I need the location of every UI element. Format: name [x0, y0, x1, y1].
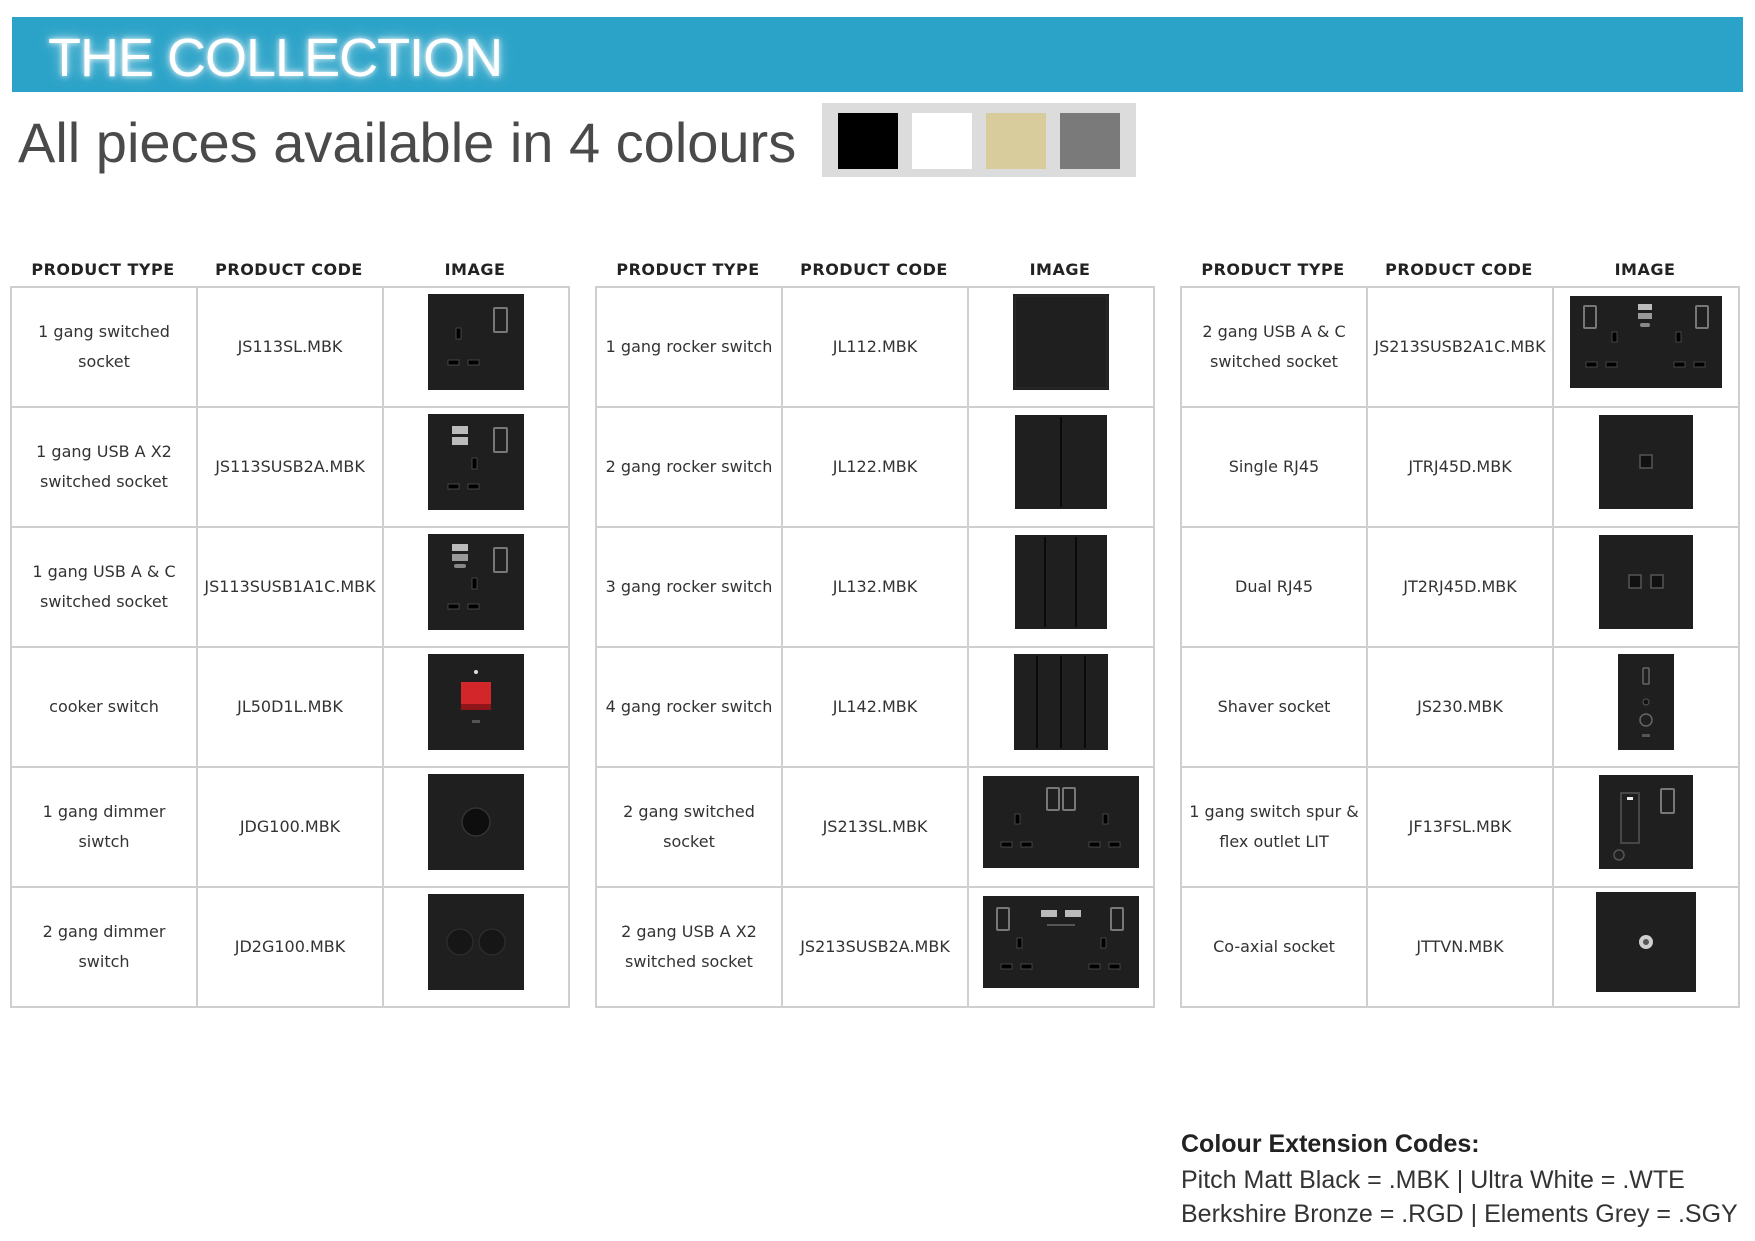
header-image: IMAGE	[444, 259, 506, 279]
table-row	[1181, 887, 1739, 1007]
product-code: JL142.MBK	[782, 647, 968, 767]
swatch-grey	[1060, 113, 1120, 169]
table-row	[596, 887, 1154, 1007]
product-image	[1553, 287, 1739, 407]
product-image	[383, 887, 569, 1007]
header-product-type: PRODUCT TYPE	[616, 259, 760, 279]
table-header	[10, 252, 570, 286]
rj45-single-icon	[1599, 415, 1693, 509]
table-row	[11, 647, 569, 767]
double-usb-socket-icon	[983, 896, 1139, 988]
product-type: 1 gang switched socket	[11, 287, 197, 407]
product-code: JF13FSL.MBK	[1367, 767, 1553, 887]
product-type: 3 gang rocker switch	[596, 527, 782, 647]
product-image	[968, 287, 1154, 407]
table-row	[1181, 527, 1739, 647]
product-image	[1553, 407, 1739, 527]
page-subtitle: All pieces available in 4 colours	[18, 111, 797, 174]
product-image	[968, 887, 1154, 1007]
table-row	[11, 407, 569, 527]
table-row	[11, 527, 569, 647]
rocker-1-icon	[1013, 294, 1109, 390]
swatch-white	[912, 113, 972, 169]
table-row	[596, 647, 1154, 767]
product-code: JS213SUSB2A1C.MBK	[1367, 287, 1553, 407]
product-image	[1553, 527, 1739, 647]
product-image	[968, 407, 1154, 527]
product-type: 2 gang dimmer switch	[11, 887, 197, 1007]
table-row	[1181, 767, 1739, 887]
product-code: JTTVN.MBK	[1367, 887, 1553, 1007]
product-code: JL122.MBK	[782, 407, 968, 527]
table-header	[1180, 252, 1740, 286]
table-row	[596, 767, 1154, 887]
header-product-type: PRODUCT TYPE	[31, 259, 175, 279]
product-type: Co-axial socket	[1181, 887, 1367, 1007]
rocker-3-icon	[1015, 535, 1107, 629]
header-product-code: PRODUCT CODE	[1385, 259, 1533, 279]
product-image	[383, 287, 569, 407]
header-image: IMAGE	[1029, 259, 1091, 279]
usb-socket-icon	[428, 414, 524, 510]
shaver-socket-icon	[1618, 654, 1674, 750]
product-table-3	[1180, 252, 1740, 1008]
product-image	[383, 527, 569, 647]
table-row	[11, 767, 569, 887]
table-header	[595, 252, 1155, 286]
product-image	[968, 767, 1154, 887]
rj45-dual-icon	[1599, 535, 1693, 629]
table-row	[596, 527, 1154, 647]
product-image	[968, 647, 1154, 767]
banner-title: THE COLLECTION	[48, 28, 503, 88]
product-type: Single RJ45	[1181, 407, 1367, 527]
rocker-4-icon	[1014, 654, 1108, 750]
product-type: 4 gang rocker switch	[596, 647, 782, 767]
dimmer-icon	[428, 774, 524, 870]
product-type: 2 gang rocker switch	[596, 407, 782, 527]
product-code: JL132.MBK	[782, 527, 968, 647]
product-code: JL112.MBK	[782, 287, 968, 407]
product-code: JS113SUSB1A1C.MBK	[197, 527, 383, 647]
product-code: JS113SL.MBK	[197, 287, 383, 407]
product-code: JS113SUSB2A.MBK	[197, 407, 383, 527]
cooker-switch-icon	[428, 654, 524, 750]
header-image: IMAGE	[1614, 259, 1676, 279]
product-image	[968, 527, 1154, 647]
product-image	[383, 647, 569, 767]
product-code: JD2G100.MBK	[197, 887, 383, 1007]
coaxial-socket-icon	[1596, 892, 1696, 992]
product-type: 1 gang USB A & C switched socket	[11, 527, 197, 647]
product-image	[383, 767, 569, 887]
header-product-code: PRODUCT CODE	[800, 259, 948, 279]
header-banner	[12, 17, 1743, 92]
footer-title: Colour Extension Codes:	[1181, 1130, 1480, 1158]
product-type: 2 gang USB A X2 switched socket	[596, 887, 782, 1007]
double-socket-icon	[983, 776, 1139, 868]
product-image	[383, 407, 569, 527]
footer-line-2: Berkshire Bronze = .RGD | Elements Grey = .SGY	[1181, 1200, 1738, 1228]
table-row	[1181, 287, 1739, 407]
product-code: JS230.MBK	[1367, 647, 1553, 767]
double-usb-ac-socket-icon	[1570, 296, 1722, 388]
product-type: 2 gang USB A & C switched socket	[1181, 287, 1367, 407]
colour-extension-codes	[1181, 1130, 1738, 1231]
fused-spur-icon	[1599, 775, 1693, 869]
table-row	[1181, 407, 1739, 527]
double-dimmer-icon	[428, 894, 524, 990]
product-code: JDG100.MBK	[197, 767, 383, 887]
header-product-code: PRODUCT CODE	[215, 259, 363, 279]
product-code: JTRJ45D.MBK	[1367, 407, 1553, 527]
product-code: JL50D1L.MBK	[197, 647, 383, 767]
usb-ac-socket-icon	[428, 534, 524, 630]
product-type: Dual RJ45	[1181, 527, 1367, 647]
swatch-black	[838, 113, 898, 169]
product-code: JS213SL.MBK	[782, 767, 968, 887]
product-type: 1 gang dimmer siwtch	[11, 767, 197, 887]
footer-line-1: Pitch Matt Black = .MBK | Ultra White = .WTE	[1181, 1166, 1685, 1194]
product-type: Shaver socket	[1181, 647, 1367, 767]
header-product-type: PRODUCT TYPE	[1201, 259, 1345, 279]
colour-swatches	[822, 103, 1136, 177]
product-table-2	[595, 252, 1155, 1008]
product-code: JT2RJ45D.MBK	[1367, 527, 1553, 647]
table-row	[596, 407, 1154, 527]
swatch-bronze	[986, 113, 1046, 169]
product-type: 1 gang USB A X2 switched socket	[11, 407, 197, 527]
rocker-2-icon	[1015, 415, 1107, 509]
table-row	[11, 887, 569, 1007]
product-type: 2 gang switched socket	[596, 767, 782, 887]
product-image	[1553, 767, 1739, 887]
product-image	[1553, 647, 1739, 767]
single-socket-icon	[428, 294, 524, 390]
product-image	[1553, 887, 1739, 1007]
table-row	[596, 287, 1154, 407]
product-type: cooker switch	[11, 647, 197, 767]
table-row	[1181, 647, 1739, 767]
product-type: 1 gang rocker switch	[596, 287, 782, 407]
product-type: 1 gang switch spur & flex outlet LIT	[1181, 767, 1367, 887]
product-code: JS213SUSB2A.MBK	[782, 887, 968, 1007]
product-table-1	[10, 252, 570, 1008]
table-row	[11, 287, 569, 407]
